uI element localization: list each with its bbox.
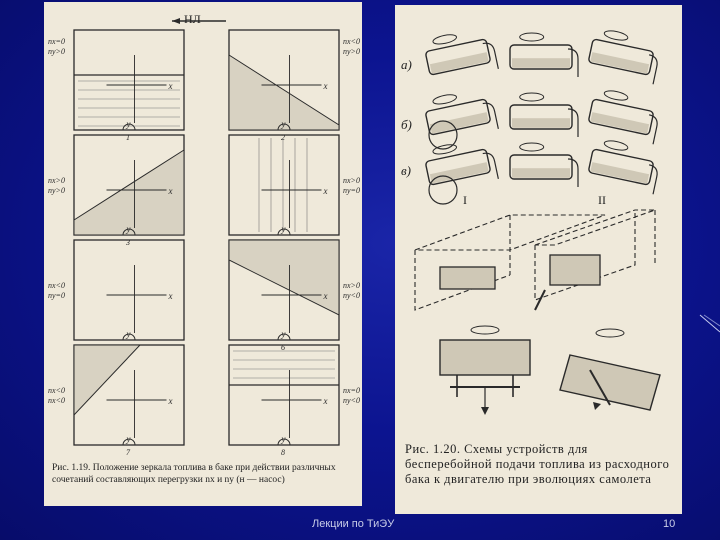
detail-2-intake <box>550 255 600 285</box>
overload-condition-2: ny<0 <box>343 396 360 405</box>
panel-number: 1 <box>126 133 130 142</box>
y-axis-label: y <box>281 224 286 234</box>
tank-variant-r3-c1 <box>423 136 499 193</box>
outlet-arrow <box>481 407 489 415</box>
tank-variant-r3-c2 <box>510 143 578 187</box>
detail-label-1: I <box>463 193 467 207</box>
overload-condition-1: nx<0 <box>48 281 65 290</box>
aircraft-icon <box>596 329 624 337</box>
tank-outline <box>229 135 339 235</box>
y-axis-label: y <box>281 329 286 339</box>
tank-variant-r2-c1 <box>423 86 499 143</box>
tilted-outlet-arrow <box>593 402 601 410</box>
tank-variant-r2-c2 <box>510 93 578 137</box>
tank-variant-r1-c2 <box>510 33 578 77</box>
fuel-supply-devices-diagram <box>395 5 682 514</box>
y-axis-label: y <box>281 119 286 129</box>
x-axis-label: x <box>168 396 173 406</box>
x-axis-label: x <box>323 186 328 196</box>
panel-number: 8 <box>281 448 285 457</box>
tank-panel-5 <box>48 240 184 352</box>
x-axis-label: x <box>323 396 328 406</box>
x-axis-label: x <box>168 186 173 196</box>
y-axis-label: y <box>126 119 131 129</box>
overload-condition-2: ny>0 <box>343 47 360 56</box>
tank-variant-r1-c1 <box>423 26 499 83</box>
y-axis-label: y <box>126 434 131 444</box>
tank-panel-7 <box>48 345 184 457</box>
row-label-v: в) <box>401 163 411 178</box>
tank-panel-1 <box>48 30 184 142</box>
overload-condition-1: nx>0 <box>48 176 65 185</box>
figure-1-20-caption: Рис. 1.20. Схемы устройств для бесперебойной подачи топлива из расходного бака к двигателю при эволюциях самолета <box>405 442 670 486</box>
panel-number: 7 <box>126 448 130 457</box>
detail-1-intake <box>440 267 495 289</box>
slide-number: 10 <box>663 518 676 530</box>
overload-condition-2: ny<0 <box>343 291 360 300</box>
overload-condition-2: ny>0 <box>48 47 65 56</box>
overload-condition-1: nx=0 <box>48 37 65 46</box>
fuel-level <box>590 112 649 133</box>
aircraft-icon <box>432 93 457 106</box>
fuel-level <box>430 112 489 133</box>
aircraft-icon <box>603 89 628 102</box>
y-axis-label: y <box>126 224 131 234</box>
aircraft-icon <box>520 33 544 41</box>
tank-panel-6 <box>229 240 360 352</box>
overload-condition-1: nx>0 <box>343 176 360 185</box>
tank-variant-r2-c3 <box>587 87 663 144</box>
panel-number: 3 <box>126 238 130 247</box>
fuel-level <box>430 162 489 183</box>
aircraft-icon <box>603 139 628 152</box>
fuel-volume <box>74 150 184 235</box>
tank-variant-r3-c3 <box>587 137 663 194</box>
y-axis-label: y <box>126 329 131 339</box>
tank-panel-4 <box>229 135 360 247</box>
overload-condition-1: nx=0 <box>343 386 360 395</box>
overload-condition-2: nx<0 <box>48 396 65 405</box>
overload-condition-1: nx<0 <box>48 386 65 395</box>
panel-number: 2 <box>281 133 285 142</box>
overload-condition-1: nx<0 <box>343 37 360 46</box>
figure-1-20-scan <box>395 5 682 514</box>
overload-condition-1: nx>0 <box>343 281 360 290</box>
x-axis-label: x <box>168 291 173 301</box>
aircraft-icon <box>520 93 544 101</box>
panel-number: 6 <box>281 343 285 352</box>
fuel-tank-diagram-grid <box>44 2 362 506</box>
detail-label-2: II <box>598 193 606 207</box>
tank-panel-2 <box>229 30 360 142</box>
fuel-level <box>512 168 570 178</box>
flight-direction-label: НЛ <box>184 12 201 26</box>
row-label-b: б) <box>401 117 412 132</box>
tank-outline <box>74 240 184 340</box>
figure-1-19-caption: Рис. 1.19. Положение зеркала топлива в баке при действии различных сочетаний составляющих перегрузки nx и ny (н — насос) <box>52 463 336 485</box>
overload-condition-2: ny>0 <box>48 186 65 195</box>
fuel-volume <box>74 345 140 415</box>
aircraft-icon <box>520 143 544 151</box>
fuel-level <box>512 118 570 128</box>
tank-outline <box>74 30 184 130</box>
overload-condition-2: ny=0 <box>48 291 65 300</box>
aircraft-icon <box>432 33 457 46</box>
tank-variant-r1-c3 <box>587 27 663 84</box>
x-axis-label: x <box>323 81 328 91</box>
aircraft-icon <box>603 29 628 42</box>
fuel-level <box>590 162 649 183</box>
row-label-a: а) <box>401 57 412 72</box>
flight-direction-arrowhead <box>172 18 180 24</box>
overload-condition-2: ny=0 <box>343 186 360 195</box>
footer-course-title: Лекции по ТиЭУ <box>312 518 395 530</box>
x-axis-label: x <box>323 291 328 301</box>
fuel-level <box>512 58 570 68</box>
fuel-volume <box>229 240 339 315</box>
y-axis-label: y <box>281 434 286 444</box>
figure-1-19-scan <box>44 2 362 506</box>
tilted-tank <box>560 355 660 410</box>
aircraft-icon <box>471 326 499 334</box>
tank-panel-8 <box>229 345 360 457</box>
bottom-tank-level <box>440 340 530 375</box>
fuel-level <box>430 52 489 73</box>
tank-panel-3 <box>48 135 184 247</box>
x-axis-label: x <box>168 81 173 91</box>
fuel-level <box>590 52 649 73</box>
